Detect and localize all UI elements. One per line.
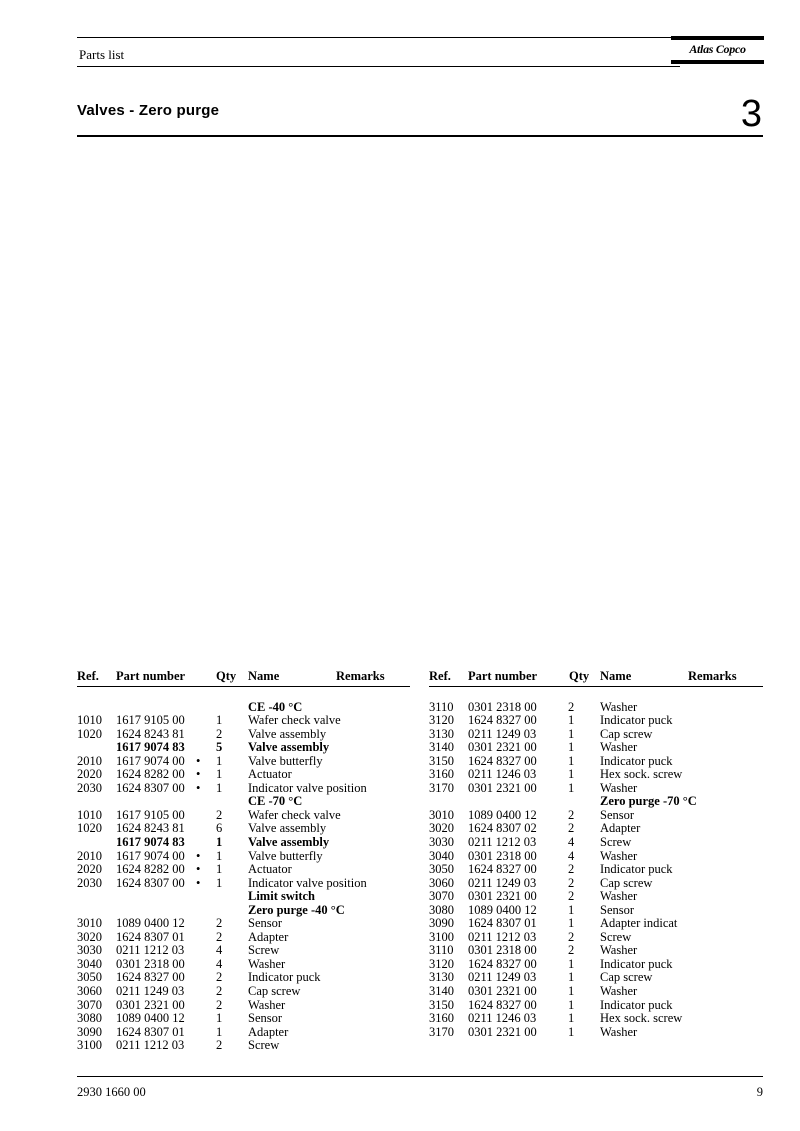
row-qty: 2: [568, 889, 575, 904]
row-ref: 3170: [429, 780, 454, 795]
row-qty: 2: [216, 726, 223, 741]
section-title: Valves - Zero purge: [77, 102, 220, 119]
row-name: Indicator puck: [600, 713, 673, 728]
row-part-number: 1624 8282 00: [116, 767, 185, 782]
row-qty: 1: [216, 835, 223, 850]
row-qty: 1: [216, 875, 223, 890]
table-row: [77, 782, 410, 796]
table-row: [429, 768, 763, 782]
row-ref: 3100: [429, 929, 454, 944]
row-ref: 1010: [77, 713, 102, 728]
row-part-number: 0211 1212 03: [116, 943, 185, 958]
row-qty: 2: [568, 929, 575, 944]
row-ref: 3130: [429, 970, 454, 985]
row-name: Valve butterfly: [248, 848, 323, 863]
row-qty: 2: [568, 862, 575, 877]
row-name: Indicator puck: [600, 753, 673, 768]
table-body-right: [429, 687, 763, 1039]
row-part-number: 1617 9074 83: [116, 740, 185, 755]
table-row: [77, 687, 410, 701]
row-name: Cap screw: [248, 984, 301, 999]
table-row: [429, 971, 763, 985]
row-part-number: 0211 1212 03: [468, 929, 537, 944]
table-row: [429, 944, 763, 958]
row-ref: 3020: [77, 929, 102, 944]
row-qty: 2: [216, 984, 223, 999]
row-qty: 1: [568, 1024, 575, 1039]
row-qty: 1: [568, 740, 575, 755]
table-row: [429, 687, 763, 701]
row-qty: 2: [568, 821, 575, 836]
row-ref: 2020: [77, 767, 102, 782]
table-row: [77, 904, 410, 918]
table-row: [77, 890, 410, 904]
table-row: [429, 958, 763, 972]
parts-table-left: [77, 669, 410, 1053]
table-row: [77, 795, 410, 809]
table-row: [77, 850, 410, 864]
row-name: Valve assembly: [248, 740, 330, 755]
row-ref: 1020: [77, 726, 102, 741]
table-row: [77, 958, 410, 972]
row-qty: 1: [568, 1011, 575, 1026]
row-qty: 1: [216, 848, 223, 863]
row-part-number: 0301 2318 00: [468, 943, 537, 958]
row-part-number: 1624 8327 00: [468, 862, 537, 877]
row-ref: 3040: [77, 956, 102, 971]
row-part-number: 0211 1246 03: [468, 767, 537, 782]
row-part-number: 1624 8327 00: [116, 970, 185, 985]
section-rule: [77, 135, 763, 137]
row-ref: 1010: [77, 807, 102, 822]
table-row: [77, 944, 410, 958]
row-ref: 2020: [77, 862, 102, 877]
row-name: Indicator valve position: [248, 780, 367, 795]
row-part-number: 1624 8307 00: [116, 780, 185, 795]
table-row: [77, 1012, 410, 1026]
row-bullet: •: [196, 848, 201, 863]
row-qty: 2: [216, 1038, 223, 1053]
table-row: [77, 741, 410, 755]
row-ref: 3090: [429, 916, 454, 931]
row-name: CE -70 °C: [248, 794, 303, 809]
row-qty: 1: [568, 956, 575, 971]
table-row: [77, 1039, 410, 1053]
table-row: [429, 701, 763, 715]
row-part-number: 1624 8327 00: [468, 997, 537, 1012]
row-ref: 3100: [77, 1038, 102, 1053]
row-ref: 3030: [77, 943, 102, 958]
row-ref: 2030: [77, 780, 102, 795]
table-row: [77, 755, 410, 769]
header-rule-bottom: [77, 66, 680, 67]
row-ref: 3020: [429, 821, 454, 836]
row-name: Washer: [600, 1024, 638, 1039]
row-qty: 1: [216, 780, 223, 795]
row-ref: 3050: [429, 862, 454, 877]
table-row: [429, 1012, 763, 1026]
header-part-number: Part number: [116, 669, 186, 683]
row-qty: 1: [568, 753, 575, 768]
row-name: Screw: [600, 835, 632, 850]
header-remarks: Remarks: [336, 669, 385, 683]
row-qty: 1: [568, 902, 575, 917]
row-ref: 3010: [77, 916, 102, 931]
row-qty: 2: [216, 807, 223, 822]
row-ref: 2010: [77, 848, 102, 863]
row-name: Screw: [248, 943, 280, 958]
row-name: Washer: [600, 889, 638, 904]
row-qty: 1: [568, 997, 575, 1012]
table-row: [429, 741, 763, 755]
table-row: [429, 822, 763, 836]
row-qty: 2: [216, 970, 223, 985]
header-name: Name: [248, 669, 280, 683]
row-part-number: 1624 8307 01: [468, 916, 537, 931]
row-ref: 3150: [429, 997, 454, 1012]
table-row: [77, 1026, 410, 1040]
row-qty: 1: [568, 726, 575, 741]
header-remarks: Remarks: [688, 669, 737, 683]
table-row: [429, 917, 763, 931]
row-part-number: 1089 0400 12: [116, 916, 185, 931]
row-name: Washer: [600, 848, 638, 863]
row-name: Wafer check valve: [248, 713, 341, 728]
row-part-number: 0301 2321 00: [468, 740, 537, 755]
row-bullet: •: [196, 767, 201, 782]
table-row: [429, 999, 763, 1013]
row-name: Washer: [600, 740, 638, 755]
row-name: Zero purge -70 °C: [600, 794, 697, 809]
row-ref: 3080: [429, 902, 454, 917]
row-part-number: 1624 8282 00: [116, 862, 185, 877]
header-name: Name: [600, 669, 632, 683]
row-ref: 3170: [429, 1024, 454, 1039]
row-part-number: 0211 1249 03: [468, 726, 537, 741]
row-name: CE -40 °C: [248, 699, 303, 714]
row-qty: 1: [216, 1024, 223, 1039]
table-row: [77, 999, 410, 1013]
row-part-number: 0301 2321 00: [468, 984, 537, 999]
row-qty: 4: [216, 956, 223, 971]
table-body-left: [77, 687, 410, 1053]
row-part-number: 0301 2321 00: [468, 1024, 537, 1039]
table-row: [77, 917, 410, 931]
logo-bar-bottom: [671, 60, 764, 64]
table-row: [77, 931, 410, 945]
section-number: 3: [740, 93, 762, 135]
table-row: [77, 836, 410, 850]
row-ref: 3150: [429, 753, 454, 768]
logo-bar-top: [671, 36, 764, 40]
row-qty: 1: [568, 916, 575, 931]
row-name: Washer: [600, 699, 638, 714]
row-name: Cap screw: [600, 726, 653, 741]
row-part-number: 0211 1212 03: [468, 835, 537, 850]
row-ref: 3040: [429, 848, 454, 863]
row-qty: 2: [568, 699, 575, 714]
row-part-number: 1089 0400 12: [116, 1011, 185, 1026]
row-name: Washer: [248, 997, 286, 1012]
row-name: Sensor: [600, 902, 635, 917]
row-part-number: 1624 8327 00: [468, 713, 537, 728]
row-ref: 1020: [77, 821, 102, 836]
row-qty: 1: [568, 767, 575, 782]
table-row: [429, 809, 763, 823]
row-qty: 1: [568, 780, 575, 795]
row-qty: 1: [216, 767, 223, 782]
table-row: [429, 714, 763, 728]
header-part-number: Part number: [468, 669, 538, 683]
table-row: [429, 985, 763, 999]
header-ref: Ref.: [429, 669, 451, 683]
row-qty: 2: [568, 943, 575, 958]
row-name: Indicator puck: [600, 997, 673, 1012]
row-part-number: 0211 1246 03: [468, 1011, 537, 1026]
header-rule-top: [77, 37, 680, 38]
table-row: [77, 971, 410, 985]
row-name: Valve assembly: [248, 835, 330, 850]
table-row: [429, 836, 763, 850]
header-ref: Ref.: [77, 669, 99, 683]
row-name: Hex sock. screw: [600, 1011, 683, 1026]
row-ref: 3080: [77, 1011, 102, 1026]
row-ref: 3070: [77, 997, 102, 1012]
row-ref: 3070: [429, 889, 454, 904]
table-row: [429, 850, 763, 864]
row-name: Sensor: [248, 1011, 283, 1026]
table-row: [429, 728, 763, 742]
header-qty: Qty: [216, 669, 237, 683]
row-qty: 2: [216, 916, 223, 931]
row-name: Screw: [600, 929, 632, 944]
table-row: [77, 714, 410, 728]
row-name: Adapter: [248, 1024, 289, 1039]
row-part-number: 1089 0400 12: [468, 902, 537, 917]
table-header: [77, 669, 410, 687]
row-name: Limit switch: [248, 889, 316, 904]
row-name: Cap screw: [600, 875, 653, 890]
row-qty: 1: [216, 862, 223, 877]
row-part-number: 1617 9105 00: [116, 713, 185, 728]
row-qty: 1: [568, 984, 575, 999]
footer-rule: [77, 1076, 763, 1077]
atlas-copco-logo: [671, 36, 764, 68]
row-part-number: 0301 2318 00: [468, 699, 537, 714]
row-name: Screw: [248, 1038, 280, 1053]
row-name: Adapter: [600, 821, 641, 836]
row-name: Indicator puck: [600, 956, 673, 971]
row-part-number: 1624 8327 00: [468, 956, 537, 971]
row-ref: 3060: [77, 984, 102, 999]
row-part-number: 0211 1212 03: [116, 1038, 185, 1053]
footer-page-number: 9: [756, 1085, 763, 1099]
table-row: [429, 863, 763, 877]
row-name: Washer: [600, 984, 638, 999]
row-qty: 2: [568, 807, 575, 822]
row-name: Washer: [248, 956, 286, 971]
table-row: [77, 701, 410, 715]
row-qty: 2: [216, 997, 223, 1012]
row-qty: 4: [568, 835, 575, 850]
row-name: Indicator puck: [600, 862, 673, 877]
table-row: [429, 904, 763, 918]
row-name: Sensor: [248, 916, 283, 931]
row-name: Valve assembly: [248, 821, 327, 836]
row-qty: 1: [568, 713, 575, 728]
row-qty: 2: [216, 929, 223, 944]
row-ref: 3090: [77, 1024, 102, 1039]
table-row: [77, 822, 410, 836]
footer-doc-number: 2930 1660 00: [77, 1085, 146, 1099]
row-name: Adapter indicat: [600, 916, 678, 931]
table-row: [77, 809, 410, 823]
header-label: Parts list: [79, 47, 125, 62]
row-name: Wafer check valve: [248, 807, 341, 822]
row-ref: 2030: [77, 875, 102, 890]
row-name: Indicator puck: [248, 970, 321, 985]
row-ref: 3120: [429, 713, 454, 728]
table-row: [77, 863, 410, 877]
row-ref: 3160: [429, 1011, 454, 1026]
row-ref: 3130: [429, 726, 454, 741]
row-ref: 3060: [429, 875, 454, 890]
row-part-number: 1617 9074 00: [116, 753, 185, 768]
row-ref: 3160: [429, 767, 454, 782]
table-row: [77, 985, 410, 999]
row-name: Adapter: [248, 929, 289, 944]
row-ref: 3140: [429, 740, 454, 755]
table-row: [429, 782, 763, 796]
table-row: [429, 877, 763, 891]
row-part-number: 1617 9105 00: [116, 807, 185, 822]
logo-text: Atlas Copco: [689, 42, 746, 56]
row-qty: 6: [216, 821, 223, 836]
header-qty: Qty: [569, 669, 590, 683]
row-ref: 3140: [429, 984, 454, 999]
row-name: Indicator valve position: [248, 875, 367, 890]
row-name: Valve assembly: [248, 726, 327, 741]
row-name: Zero purge -40 °C: [248, 902, 345, 917]
row-ref: 3010: [429, 807, 454, 822]
row-name: Hex sock. screw: [600, 767, 683, 782]
table-row: [77, 877, 410, 891]
table-row: [429, 890, 763, 904]
row-part-number: 1624 8307 02: [468, 821, 537, 836]
row-part-number: 1624 8243 81: [116, 821, 185, 836]
row-part-number: 0301 2318 00: [116, 956, 185, 971]
row-qty: 1: [216, 753, 223, 768]
row-part-number: 1624 8327 00: [468, 753, 537, 768]
row-part-number: 1624 8307 01: [116, 1024, 185, 1039]
row-qty: 5: [216, 740, 223, 755]
row-qty: 1: [216, 713, 223, 728]
row-part-number: 0301 2318 00: [468, 848, 537, 863]
row-name: Actuator: [248, 862, 292, 877]
row-ref: 3120: [429, 956, 454, 971]
row-name: Sensor: [600, 807, 635, 822]
table-row: [429, 795, 763, 809]
row-ref: 3050: [77, 970, 102, 985]
table-row: [429, 1026, 763, 1040]
row-bullet: •: [196, 753, 201, 768]
row-qty: 1: [216, 1011, 223, 1026]
row-ref: 3030: [429, 835, 454, 850]
row-part-number: 1617 9074 00: [116, 848, 185, 863]
row-qty: 4: [568, 848, 575, 863]
table-row: [77, 728, 410, 742]
row-part-number: 0211 1249 03: [468, 970, 537, 985]
row-bullet: •: [196, 780, 201, 795]
row-part-number: 0301 2321 00: [468, 889, 537, 904]
row-qty: 4: [216, 943, 223, 958]
table-header: [429, 669, 763, 687]
row-ref: 2010: [77, 753, 102, 768]
row-part-number: 1617 9074 83: [116, 835, 185, 850]
row-name: Valve butterfly: [248, 753, 323, 768]
row-part-number: 0301 2321 00: [116, 997, 185, 1012]
row-part-number: 0211 1249 03: [468, 875, 537, 890]
row-name: Washer: [600, 943, 638, 958]
table-row: [429, 931, 763, 945]
row-name: Washer: [600, 780, 638, 795]
parts-table-right: [429, 669, 763, 1039]
row-name: Cap screw: [600, 970, 653, 985]
row-ref: 3110: [429, 699, 454, 714]
table-row: [429, 755, 763, 769]
row-bullet: •: [196, 875, 201, 890]
row-bullet: •: [196, 862, 201, 877]
row-part-number: 1089 0400 12: [468, 807, 537, 822]
row-part-number: 0301 2321 00: [468, 780, 537, 795]
row-name: Actuator: [248, 767, 292, 782]
row-qty: 1: [568, 970, 575, 985]
row-part-number: 1624 8307 00: [116, 875, 185, 890]
row-part-number: 1624 8243 81: [116, 726, 185, 741]
row-ref: 3110: [429, 943, 454, 958]
row-qty: 2: [568, 875, 575, 890]
table-row: [77, 768, 410, 782]
row-part-number: 0211 1249 03: [116, 984, 185, 999]
row-part-number: 1624 8307 01: [116, 929, 185, 944]
